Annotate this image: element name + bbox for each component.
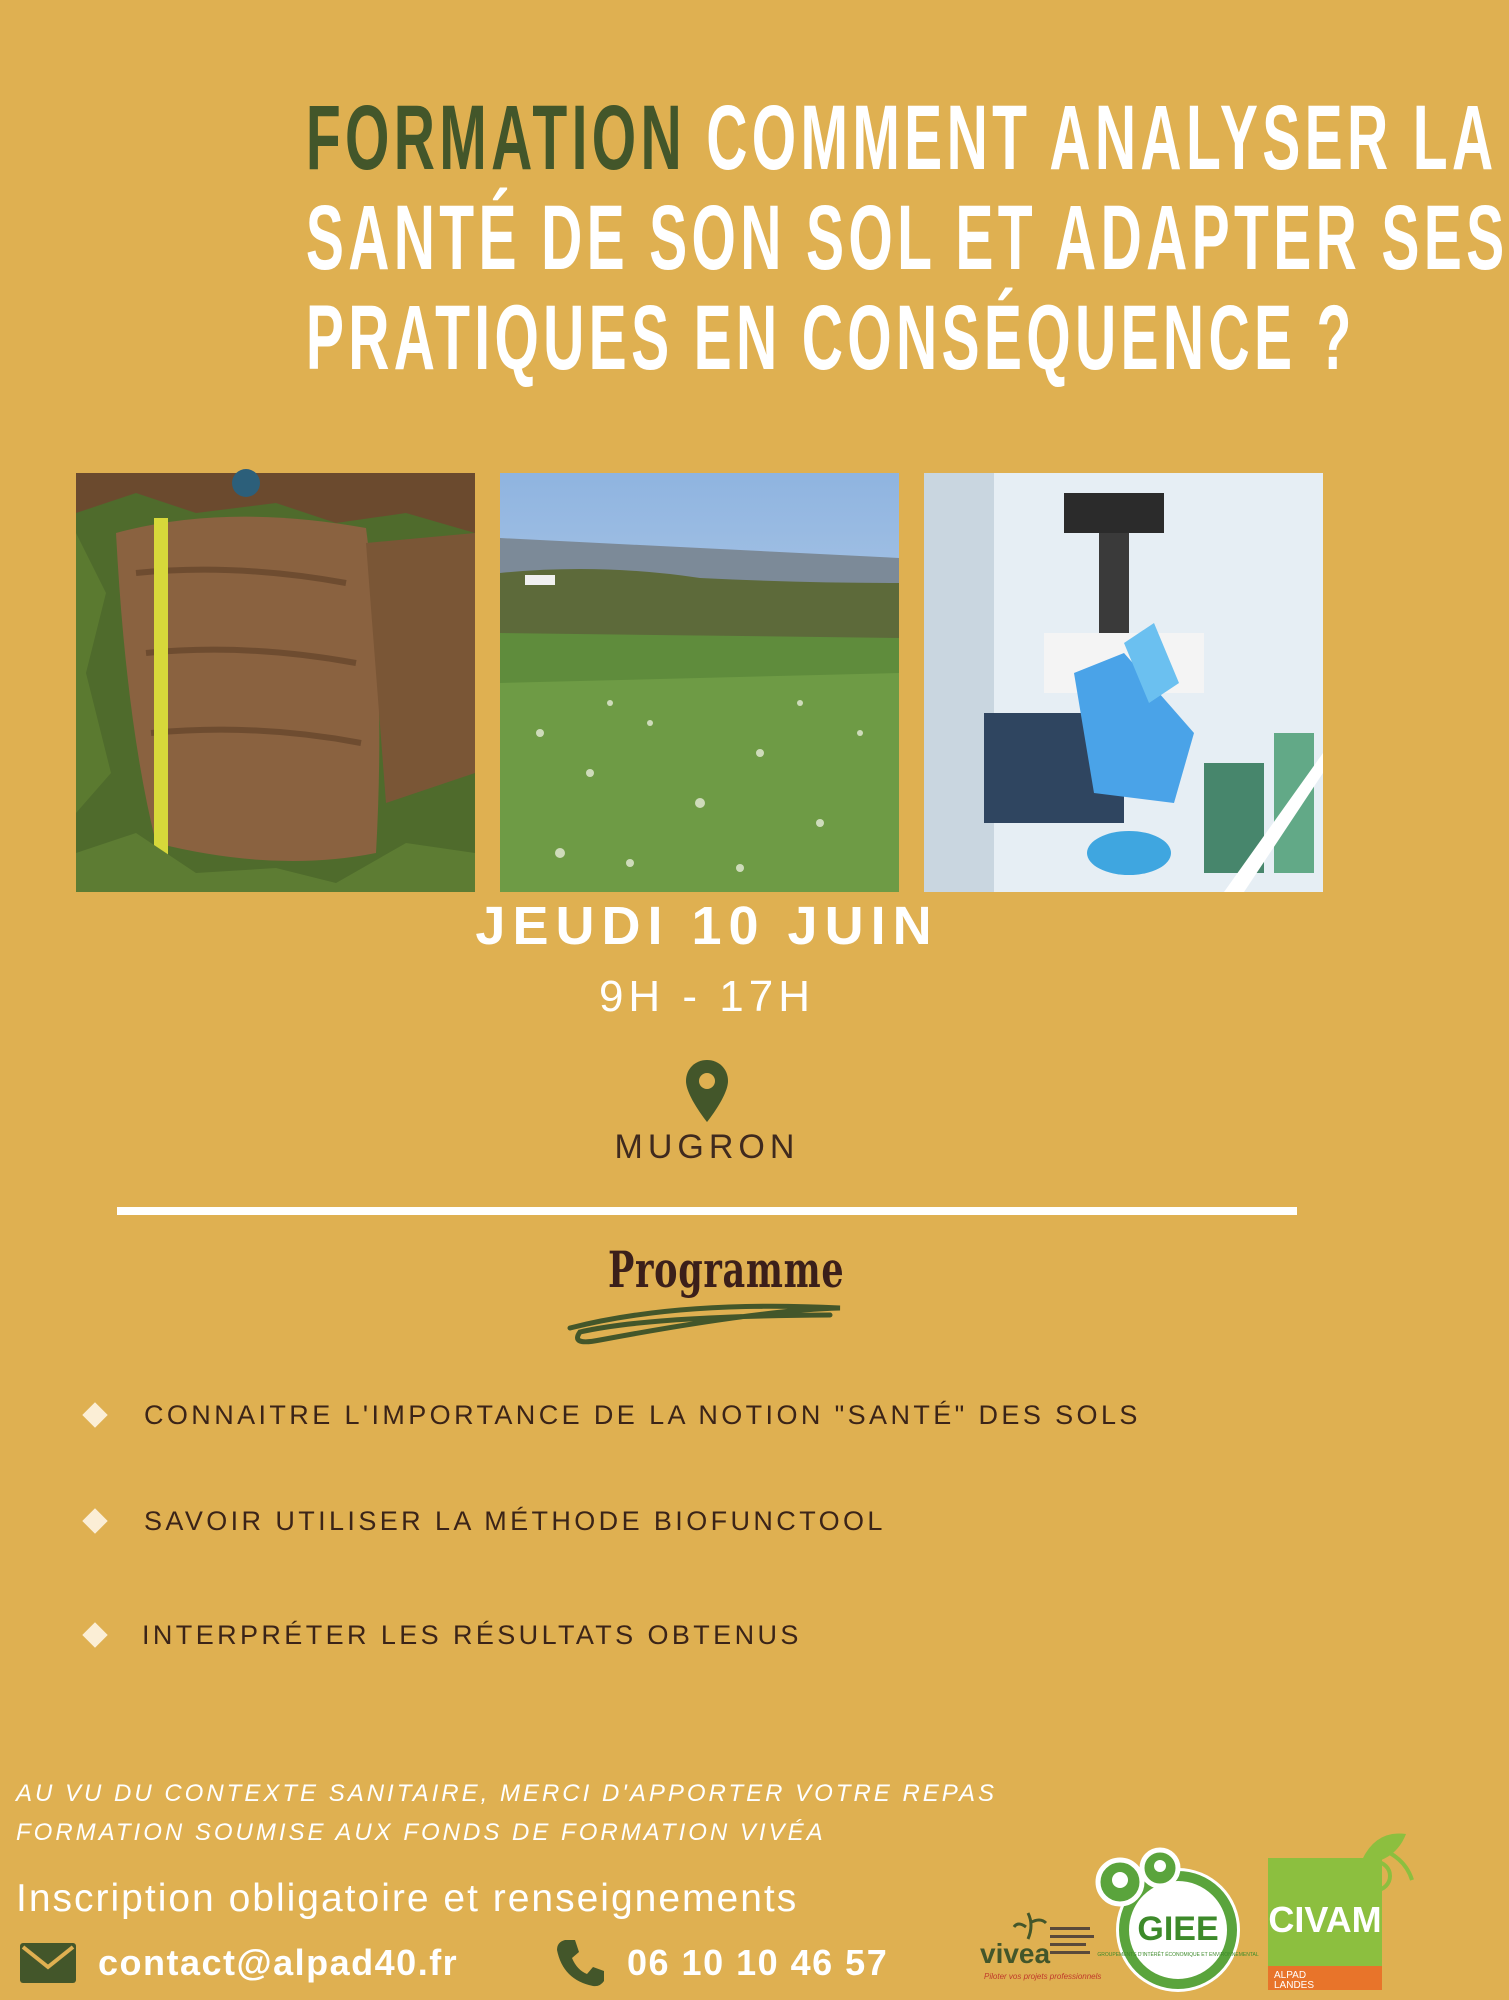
funding-note: FORMATION SOUMISE AUX FONDS DE FORMATION VIVÉA xyxy=(16,1819,826,1846)
phone-icon xyxy=(555,1938,605,1988)
giee-wordmark: GIEE xyxy=(1137,1910,1219,1948)
field-landscape-photo xyxy=(500,473,899,892)
programme-item xyxy=(86,1501,886,1541)
soil-sample-photo xyxy=(76,473,475,892)
phone-number[interactable]: 06 10 10 46 57 xyxy=(627,1942,889,1983)
title-line-1 xyxy=(305,87,1498,189)
programme-item xyxy=(86,1615,802,1655)
giee-logo xyxy=(1092,1840,1262,1995)
programme-item-label: INTERPRÉTER LES RÉSULTATS OBTENUS xyxy=(142,1619,802,1650)
programme-item-label: CONNAITRE L'IMPORTANCE DE LA NOTION "SANTÉ" DES SOLS xyxy=(144,1399,1141,1430)
vivea-wordmark: vivea xyxy=(980,1938,1051,1969)
sanitary-note: AU VU DU CONTEXTE SANITAIRE, MERCI D'APPORTER VOTRE REPAS xyxy=(16,1780,998,1807)
page-title xyxy=(305,87,1509,389)
email-link[interactable]: contact@alpad40.fr xyxy=(98,1942,459,1983)
phone-contact[interactable] xyxy=(555,1938,888,1988)
laboratory-photo xyxy=(924,473,1323,892)
map-pin-icon xyxy=(686,1060,728,1122)
envelope-icon xyxy=(20,1943,76,1983)
section-divider xyxy=(117,1207,1297,1215)
programme-item-label: SAVOIR UTILISER LA MÉTHODE BIOFUNCTOOL xyxy=(144,1505,886,1536)
event-location: MUGRON xyxy=(614,1128,800,1166)
diamond-bullet-icon xyxy=(82,1402,107,1427)
programme-item xyxy=(86,1395,1141,1435)
civam-subtitle-2: LANDES xyxy=(1274,1980,1315,1991)
civam-logo xyxy=(1266,1820,1414,1992)
event-date: JEUDI 10 JUIN xyxy=(475,896,939,956)
programme-heading-text: Programme xyxy=(608,1240,845,1299)
title-accent: FORMATION xyxy=(305,87,687,189)
email-contact[interactable] xyxy=(20,1938,458,1988)
title-line-2: SANTÉ DE SON SOL ET ADAPTER SES xyxy=(305,187,1509,289)
civam-wordmark: CIVAM xyxy=(1268,1899,1382,1940)
giee-subtitle: GROUPEMENTS D'INTÉRÊT ÉCONOMIQUE ET ENVIRONNEMENTAL xyxy=(1097,1952,1259,1958)
vivea-tagline: Piloter vos projets professionnels xyxy=(984,1972,1102,1981)
programme-heading xyxy=(560,1240,860,1350)
title-line-1-rest: COMMENT ANALYSER LA xyxy=(686,87,1498,189)
diamond-bullet-icon xyxy=(82,1622,107,1647)
diamond-bullet-icon xyxy=(82,1508,107,1533)
civam-subtitle-1: ALPAD xyxy=(1274,1970,1307,1981)
title-line-3: PRATIQUES EN CONSÉQUENCE ? xyxy=(305,287,1356,389)
event-hours: 9H - 17H xyxy=(598,972,816,1021)
inscription-heading: Inscription obligatoire et renseignements xyxy=(16,1877,799,1920)
